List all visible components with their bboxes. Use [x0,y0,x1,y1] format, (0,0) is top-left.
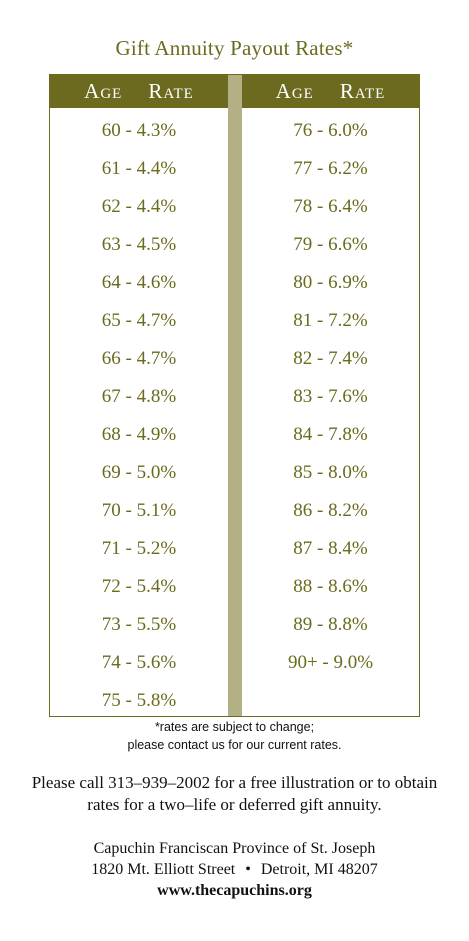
rates-column-right [242,75,419,716]
rate-row: 90+ - 9.0% [287,652,374,673]
footnote [0,718,469,754]
rate-row: 80 - 6.9% [293,272,368,293]
organization-info [0,838,469,901]
rate-row: 74 - 5.6% [101,652,177,673]
rate-row: 88 - 8.6% [293,576,368,597]
rate-row: 87 - 8.4% [293,538,368,559]
rate-row: 75 - 5.8% [101,690,177,711]
rate-row: 78 - 6.4% [293,196,368,217]
rates-list-right [242,116,419,686]
column-header [242,75,419,108]
rate-row: 62 - 4.4% [101,196,177,217]
bullet-separator: • [245,861,251,878]
cta-line: Please call 313–939–2002 for a free illustration or to obtain [31,773,438,792]
org-name: Capuchin Franciscan Province of St. Joseph [93,840,376,857]
rate-row: 77 - 6.2% [293,158,368,179]
rate-row: 76 - 6.0% [293,120,368,141]
rate-row: 79 - 6.6% [293,234,368,255]
rate-row: 68 - 4.9% [101,424,177,445]
rate-row: 73 - 5.5% [101,614,177,635]
org-city: Detroit, MI 48207 [260,861,378,878]
rate-row: 66 - 4.7% [101,348,177,369]
org-address [0,859,469,880]
column-header [50,75,228,108]
header-age: Age [275,79,314,103]
rate-row: 61 - 4.4% [101,158,177,179]
rates-table [49,74,420,717]
rate-row: 64 - 4.6% [101,272,177,293]
rates-list-left [50,116,228,724]
call-to-action [0,772,469,816]
rate-row: 86 - 8.2% [293,500,368,521]
rate-row: 63 - 4.5% [101,234,177,255]
rate-row: 81 - 7.2% [293,310,368,331]
footnote-line: *rates are subject to change; [154,720,315,734]
rate-row: 84 - 7.8% [293,424,368,445]
rate-row: 65 - 4.7% [101,310,177,331]
rate-row: 71 - 5.2% [101,538,177,559]
column-divider [228,75,242,716]
rate-row: 85 - 8.0% [293,462,368,483]
rate-row: 60 - 4.3% [101,120,177,141]
cta-line: rates for a two–life or deferred gift annuity. [87,795,382,814]
rate-row: 67 - 4.8% [101,386,177,407]
website-link[interactable]: www.thecapuchins.org [157,882,312,899]
header-rate: Rate [339,79,386,103]
rate-row: 69 - 5.0% [101,462,177,483]
rate-row: 72 - 5.4% [101,576,177,597]
rate-row: 70 - 5.1% [101,500,177,521]
rates-column-left [50,75,228,716]
rate-row: 89 - 8.8% [293,614,368,635]
rate-row: 83 - 7.6% [293,386,368,407]
rate-row: 82 - 7.4% [293,348,368,369]
org-street: 1820 Mt. Elliott Street [91,861,236,878]
header-rate: Rate [148,79,194,103]
header-age: Age [84,79,123,103]
page-title: Gift Annuity Payout Rates* [115,36,354,60]
footnote-line: please contact us for our current rates. [127,738,342,752]
